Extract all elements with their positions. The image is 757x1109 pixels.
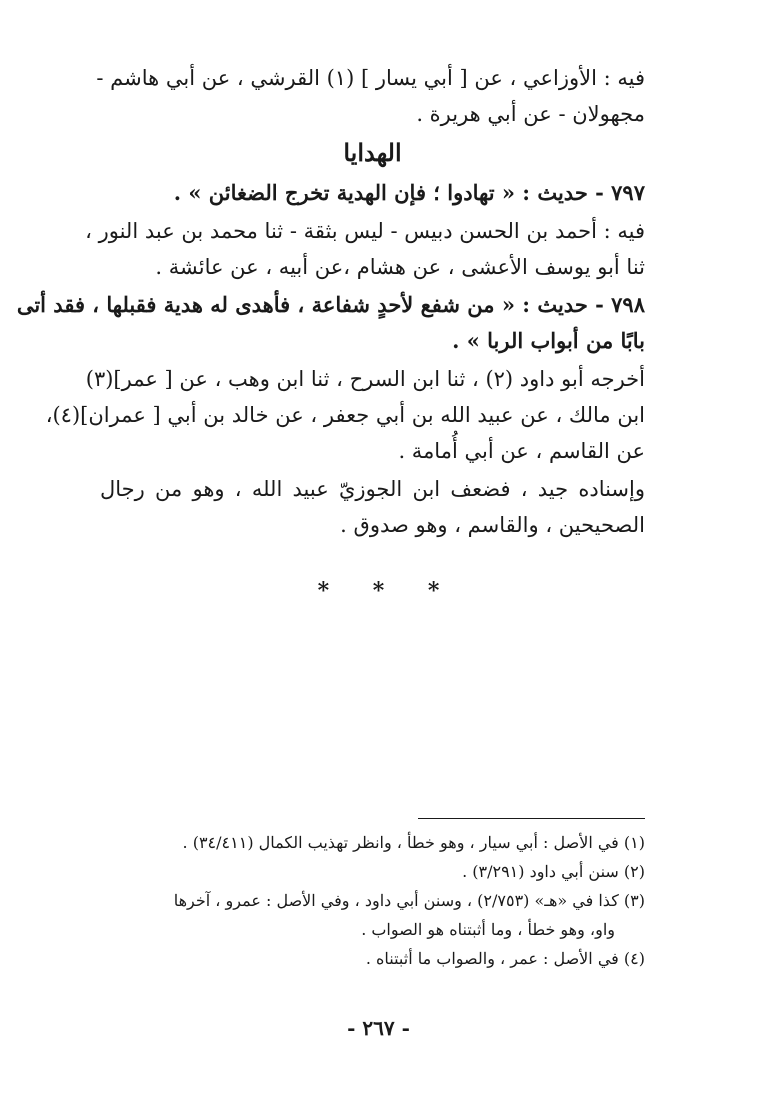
footnote: (١) في الأصل : أبي سيار ، وهو خطأ ، وانظر تهذيب الكمال (٣٤/٤١١) . <box>182 833 645 852</box>
hadith-798-title-cont: بابًا من أبواب الربا » . <box>452 328 645 353</box>
footnotes <box>98 828 645 973</box>
text-line: مجهولان - عن أبي هريرة . <box>416 102 645 126</box>
text-line: ابن مالك ، عن عبيد الله بن أبي جعفر ، عن خالد بن أبي [ عمران](٤)، <box>45 403 645 427</box>
footnote-divider <box>418 818 645 819</box>
text-line: فيه : الأوزاعي ، عن [ أبي يسار ] (١) القرشي ، عن أبي هاشم - <box>96 66 645 90</box>
section-separator: * * * <box>317 578 440 604</box>
text-line: الصحيحين ، والقاسم ، وهو صدوق . <box>340 513 645 537</box>
main-text <box>16 60 645 543</box>
section-heading: الهدايا <box>343 138 402 167</box>
footnote: (٤) في الأصل : عمر ، والصواب ما أثبتناه . <box>365 949 645 968</box>
hadith-797-title: ٧٩٧ - حديث : « تهادوا ؛ فإن الهدية تخرج الضغائن » . <box>173 180 645 205</box>
page-number: - ٢٦٧ - <box>347 1016 410 1040</box>
text-line: ثنا أبو يوسف الأعشى ، عن هشام ،عن أبيه ، عن عائشة . <box>155 255 645 279</box>
text-line: فيه : أحمد بن الحسن دبيس - ليس بثقة - ثنا محمد بن عبد النور ، <box>85 219 645 243</box>
footnote: (٢) سنن أبي داود (٣/٢٩١) . <box>462 862 645 881</box>
footnote: (٣) كذا في «هـ» (٢/٧٥٣) ، وسنن أبي داود ، وفي الأصل : عمرو ، آخرها <box>173 891 645 910</box>
text-line: عن القاسم ، عن أبي أُمامة . <box>398 439 645 463</box>
text-line: أخرجه أبو داود (٢) ، ثنا ابن السرح ، ثنا ابن وهب ، عن [ عمر](٣) <box>85 367 645 391</box>
text-line: وإسناده جيد ، فضعف ابن الجوزيّ عبيد الله ، وهو من رجال <box>100 477 645 501</box>
hadith-798-title: ٧٩٨ - حديث : « من شفع لأحدٍ شفاعة ، فأهدى له هدية فقبلها ، فقد أتى <box>16 292 645 317</box>
footnote-continuation: واو، وهو خطأ ، وما أثبتناه هو الصواب . <box>361 920 615 939</box>
